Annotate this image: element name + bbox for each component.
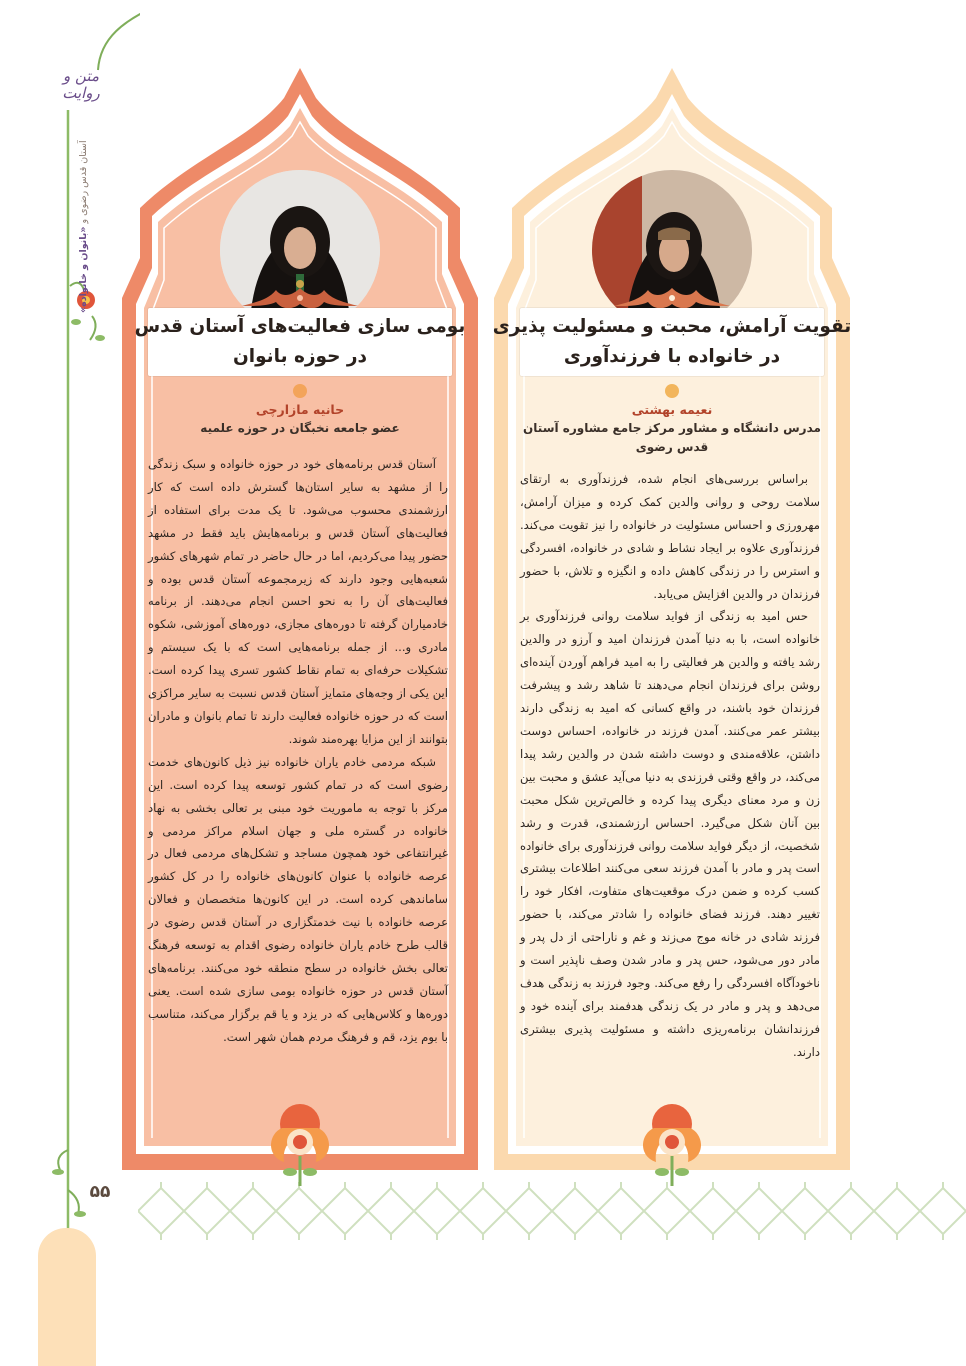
- body-paragraph: آستان قدس برنامه‌های خود در حوزه خانواده و سبک زندگی را از مشهد به سایر استان‌ها گسترش داده است که کار ارزشمندی محسوب می‌شود. تا یک مدت برای استفاده از فعالیت‌های آستان قدس و برنامه‌هایش باید فقط در مشهد حضور پیدا می‌کردیم، اما در حال حاضر در تمام شهرهای کشور شعبه‌هایی وجود دارند که زیرمجموعه آستان قدس بوده و فعالیت‌های آن را به نحو احسن انجام می‌دهند. از برنامه خادمیاران گرفته تا دوره‌های مجازی، دوره‌های آموزشی، شکوه مادری و... از جمله برنامه‌هایی است که با یک سیستم و تشکیلات حرفه‌ای به تمام نقاط کشور تسری پیدا کرده است. این یکی از وجه‌های متمایز آستان قدس نسبت به سایر مراکزی است که در حوزه خانواده فعالیت دارند تا تمام بانوان و مادران بتوانند از این مزایا بهره‌مند شوند.: [148, 457, 448, 746]
- article-title-line1: تقویت آرامش، محبت و مسئولیت پذیری: [492, 316, 852, 337]
- bottom-tab-decoration: [38, 1228, 96, 1366]
- side-caption-plain: آستان قدس رضوی و: [78, 140, 89, 227]
- side-caption: [78, 140, 98, 313]
- logo-text: متن و روایت: [62, 67, 100, 102]
- article-title-line2: در خانواده با فرزندآوری: [563, 346, 781, 367]
- body-paragraph: حس امید به زندگی از فواید سلامت روانی فرزندآوری بر خانواده است، با به دنیا آمدن فرزندان امید و آرزو در والدین رشد یافته و والدین هر فعالیتی را به امید فراهم آوردن آینده‌ای روشن برای فرزندان انجام می‌دهند تا شاهد رشد و پیشرفت فرزندان خود باشند، در واقع کسانی که امید به زندگی دارند بیشتر عمر می‌کنند. آمدن فرزند در خانواده، احساس دوست داشتن، علاقه‌مندی و دوست داشته شدن در والدین رشد پیدا می‌کند، در واقع وقتی فرزندی به دنیا می‌آید عشق و محبت بین زن و مرد معنای دیگری پیدا کرده و خالص‌ترین شکل محبت بین آنان شکل می‌گیرد. احساس ارزشمندی، قدرت و رشد شخصیت، از دیگر فواید سلامت روانی فرزندآوری برای خانواده است پدر و مادر با آمدن فرزند سعی می‌کنند اطلاعات بیشتری کسب کرده و ضمن درک موقعیت‌های متفاوت، افکار خود را تغییر دهند. فرزند فضای خانواده را شادتر می‌کند، با حضور فرزند شادی در خانه موج می‌زند و غم و ناراحتی از دل پدر و مادر دور می‌شود، حس پدر و مادر شدن وصف ناپذیر است و ناخودآگاه افسردگی را رفع می‌کند. وجود فرزند به زندگی هدف می‌دهد و پدر و مادر در یک زندگی هدفمند برای آینده خود و فرزندانشان برنامه‌ریزی داشته و مسئولیت پذیری بیشتری دارند.: [520, 609, 820, 1059]
- flower-ornament-icon: [260, 1098, 340, 1188]
- author-role: مدرس دانشگاه و مشاور مرکز جامع مشاوره آستان قدس رضوی: [523, 421, 821, 454]
- article-title-box: [134, 308, 466, 376]
- article-title-line2: در حوزه بانوان: [232, 346, 368, 367]
- author-block: [522, 384, 822, 457]
- article-title-line1: بومی سازی فعالیت‌های آستان قدس: [134, 316, 466, 337]
- article-body: [520, 468, 820, 1064]
- margin-vine-decoration: [0, 0, 140, 1366]
- article-body: [148, 453, 448, 1049]
- body-paragraph: براساس بررسی‌های انجام شده، فرزندآوری به ارتقای سلامت روحی و روانی والدین کمک کرده و میزان آرامش، مهرورزی و احساس مسئولیت در خانواده را نیز تقویت می‌کند. فرزندآوری علاوه بر ایجاد نشاط و شادی در خانواده، افسردگی و استرس را در زندگی کاهش داده و انگیزه و تلاش، با حضور فرزندان در والدین افزایش می‌یابد.: [520, 472, 820, 601]
- flower-ornament-icon: [632, 1098, 712, 1188]
- author-dot-icon: [293, 384, 307, 398]
- side-caption-bold: «بانوان و خانواده»: [78, 226, 89, 313]
- author-dot-icon: [665, 384, 679, 398]
- article-title-box: [492, 308, 852, 376]
- page-number: ۵۵: [89, 1182, 111, 1202]
- lattice-pattern-decoration: [138, 1182, 966, 1240]
- author-name: حانیه مازارچی: [255, 402, 345, 417]
- author-role: عضو جامعه نخبگان در حوزه علمیه: [200, 421, 400, 435]
- author-block: [150, 384, 450, 438]
- article-panel-right: [494, 58, 850, 1170]
- author-name: نعیمه بهشتی: [631, 402, 713, 417]
- body-paragraph: شبکه مردمی خادم یاران خانواده نیز ذیل کانون‌های خدمت رضوی است که در تمام کشور توسعه پیدا کرده است. این مرکز با توجه به ماموریت خود مبنی بر تعالی بخشی به نهاد خانواده در گستره ملی و جهان اسلام مراکز مردمی و غیرانتفاعی خود همچون مساجد و تشکل‌های مردمی فعال در عرصه خانواده با عنوان کانون‌های خانواده را در کل کشور ساماندهی کرده است. در این کانون‌ها متخصصان و فعالان عرصه خانواده با نیت خدمتگزاری در آستان قدس رضوی در قالب طرح خادم یاران خانواده رضوی اقدام به توسعه فرهنگ تعالی بخش خانواده در سطح منطقه خود می‌کنند. برنامه‌های آستان قدس در حوزه خانواده بومی سازی شده است. یعنی دوره‌ها و کلاس‌هایی که در یزد و یا قم برگزار می‌کند، متناسب با بوم یزد، قم و فرهنگ مردم همان شهر است.: [148, 754, 448, 1044]
- article-panel-left: [122, 58, 478, 1170]
- magazine-logo: [55, 68, 107, 128]
